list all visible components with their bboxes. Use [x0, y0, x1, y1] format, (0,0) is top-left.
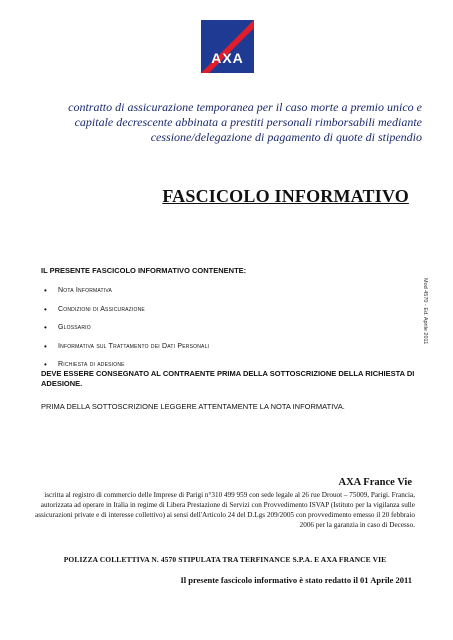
list-item-label: Glossario — [58, 324, 91, 331]
list-item-label: Nota Informativa — [58, 287, 113, 294]
footer-date: Il presente fascicolo informativo è stato redatto il 01 Aprile 2011 — [180, 575, 412, 585]
bullet-icon: • — [44, 323, 47, 332]
list-item — [44, 286, 209, 305]
policy-statement: POLIZZA COLLETTIVA N. 4570 STIPULATA TRA TERFINANCE S.P.A. E AXA FRANCE VIE — [63, 555, 387, 564]
bullet-icon: • — [44, 304, 47, 314]
list-item-label: Richiesta di adesione — [58, 361, 125, 368]
delivery-notice: DEVE ESSERE CONSEGNATO AL CONTRAENTE PRIMA DELLA SOTTOSCRIZIONE DELLA RICHIESTA DI ADESIONE. — [41, 369, 415, 388]
bullet-icon: • — [44, 286, 47, 295]
contents-heading: IL PRESENTE FASCICOLO INFORMATIVO CONTENENTE: — [41, 266, 247, 275]
read-note: PRIMA DELLA SOTTOSCRIZIONE LEGGERE ATTENTAMENTE LA NOTA INFORMATIVA. — [41, 402, 345, 411]
company-description: iscritta al registro di commercio delle Imprese di Parigi n°310 499 959 con sede legale al 26 rue Drouot – 75009, Parigi. Francia, autorizzata ad operare in Italia in regime di Libera Prestazione di Servizi con Provvedimento ISVAP (Istituto per la vigilanza sulle assicurazioni private e di interesse collettivo) ai sensi dell'Articolo 24 del D.Lgs 209/2005 con provvedimento emesso il 20 febbraio 2006 per la garanzia in caso di Decesso. — [35, 491, 415, 529]
list-item-label: Informativa sul Trattamento dei Dati Personali — [58, 342, 210, 350]
bullet-icon: • — [44, 360, 47, 369]
list-item-label: Condizioni di Assicurazione — [58, 305, 145, 313]
list-item — [44, 305, 209, 324]
list-item — [44, 342, 209, 361]
axa-logo — [201, 20, 254, 73]
contract-subtitle: contratto di assicurazione temporanea per il caso morte a premio unico e capitale decrescente abbinata a prestiti personali rimborsabili mediante cessione/delegazione di pagamento di quote di stipendio — [68, 100, 422, 144]
contents-list — [44, 286, 209, 379]
document-code: Mod 4570 - Ed. Aprile 2011 — [422, 278, 428, 345]
page-title: FASCICOLO INFORMATIVO — [162, 186, 409, 206]
bullet-icon: • — [44, 341, 47, 351]
list-item — [44, 323, 209, 342]
logo-text: AXA — [211, 50, 244, 66]
company-name: AXA France Vie — [338, 477, 412, 488]
